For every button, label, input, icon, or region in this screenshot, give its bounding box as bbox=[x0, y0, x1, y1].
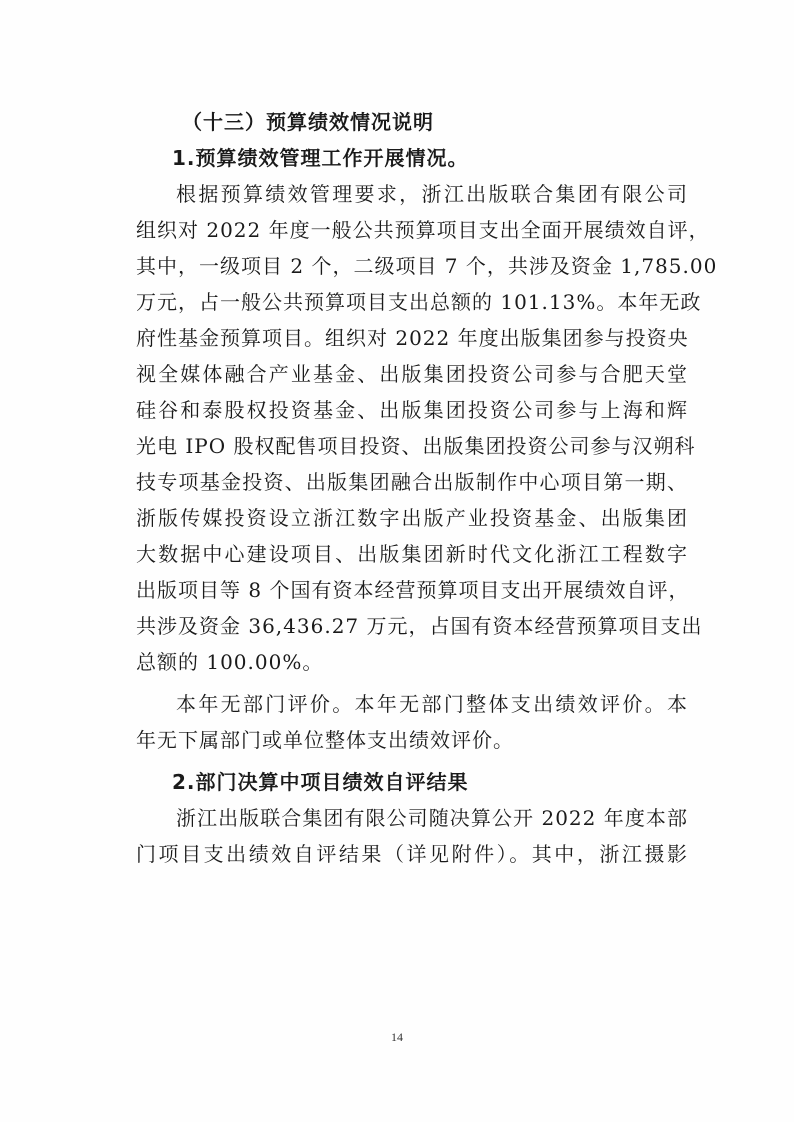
subsection-heading-2: 2.部门决算中项目绩效自评结果 bbox=[172, 770, 469, 794]
paragraph-line: 光电 IPO 股权配售项目投资、出版集团投资公司参与汉朔科 bbox=[136, 434, 696, 458]
paragraph-line: 年无下属部门或单位整体支出绩效评价。 bbox=[136, 728, 514, 752]
page-number: 14 bbox=[391, 1030, 403, 1044]
paragraph-line: 共涉及资金 36,436.27 万元，占国有资本经营预算项目支出 bbox=[136, 614, 703, 638]
paragraph-budget-performance bbox=[136, 176, 718, 680]
paragraph-line: 组织对 2022 年度一般公共预算项目支出全面开展绩效自评， bbox=[136, 218, 710, 242]
paragraph-line: 硅谷和泰股权投资基金、出版集团投资公司参与上海和辉 bbox=[136, 398, 688, 422]
paragraph-line: 府性基金预算项目。组织对 2022 年度出版集团参与投资央 bbox=[136, 326, 689, 350]
paragraph-line: 浙版传媒投资设立浙江数字出版产业投资基金、出版集团 bbox=[136, 506, 688, 530]
paragraph-line: 本年无部门评价。本年无部门整体支出绩效评价。本 bbox=[176, 692, 688, 716]
paragraph-line: 根据预算绩效管理要求，浙江出版联合集团有限公司 bbox=[176, 182, 688, 206]
paragraph-line: 大数据中心建设项目、出版集团新时代文化浙江工程数字 bbox=[136, 542, 688, 566]
paragraph-self-evaluation-results bbox=[136, 800, 688, 872]
paragraph-line: 视全媒体融合产业基金、出版集团投资公司参与合肥天堂 bbox=[136, 362, 688, 386]
paragraph-line: 总额的 100.00%。 bbox=[136, 650, 324, 674]
paragraph-line: 技专项基金投资、出版集团融合出版制作中心项目第一期、 bbox=[136, 470, 688, 494]
section-heading: （十三）预算绩效情况说明 bbox=[182, 110, 434, 134]
paragraph-line: 出版项目等 8 个国有资本经营预算项目支出开展绩效自评， bbox=[136, 578, 690, 602]
subsection-heading-1: 1.预算绩效管理工作开展情况。 bbox=[172, 146, 469, 170]
paragraph-no-evaluation bbox=[136, 686, 688, 758]
paragraph-line: 万元，占一般公共预算项目支出总额的 101.13%。本年无政 bbox=[136, 290, 702, 314]
paragraph-line: 浙江出版联合集团有限公司随决算公开 2022 年度本部 bbox=[176, 806, 688, 830]
paragraph-line: 门项目支出绩效自评结果（详见附件）。其中，浙江摄影 bbox=[136, 842, 688, 866]
page-content bbox=[136, 104, 718, 872]
paragraph-line: 其中，一级项目 2 个，二级项目 7 个，共涉及资金 1,785.00 bbox=[136, 254, 718, 278]
